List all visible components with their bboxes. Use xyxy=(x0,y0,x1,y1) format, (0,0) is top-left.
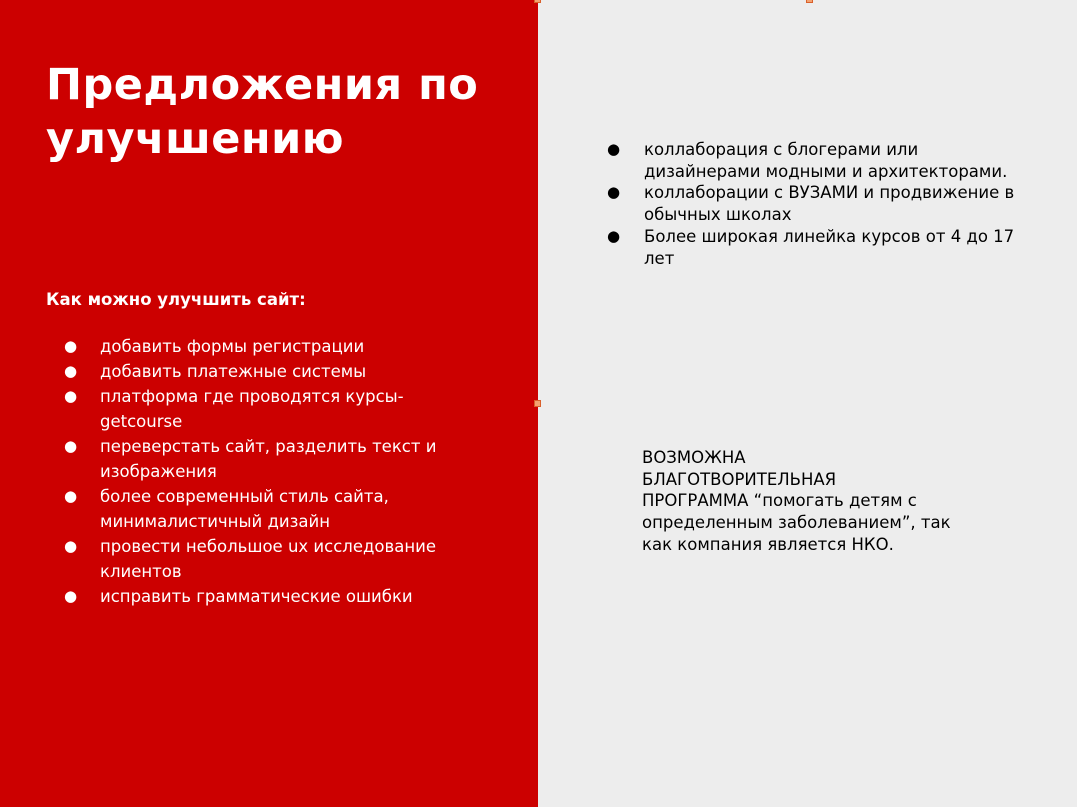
left-bullet-list[interactable] xyxy=(64,334,464,609)
list-item-text: исправить грамматические ошибки xyxy=(100,587,413,606)
bullet-icon: ● xyxy=(64,437,78,455)
list-item xyxy=(607,226,1037,269)
list-item xyxy=(64,534,464,584)
list-item xyxy=(64,359,464,384)
slide-title[interactable]: Предложения по улучшению xyxy=(46,60,479,164)
resize-handle-icon[interactable] xyxy=(534,400,541,407)
bullet-icon: ● xyxy=(64,387,78,405)
subheading[interactable]: Как можно улучшить сайт: xyxy=(46,290,306,309)
charity-note[interactable]: ВОЗМОЖНА БЛАГОТВОРИТЕЛЬНАЯ ПРОГРАММА “помогать детям с определенным заболеванием”, так как компания является НКО. xyxy=(642,448,951,554)
bullet-icon: ● xyxy=(64,487,78,505)
list-item xyxy=(64,334,464,359)
resize-handle-icon[interactable] xyxy=(534,0,541,3)
bullet-icon: ● xyxy=(607,140,621,158)
list-item xyxy=(64,434,464,484)
list-item-text: переверстать сайт, разделить текст и изображения xyxy=(100,437,437,481)
bullet-icon: ● xyxy=(64,537,78,555)
bullet-icon: ● xyxy=(607,183,621,202)
list-item xyxy=(607,182,1037,225)
list-item xyxy=(64,484,464,534)
list-item-text: платформа где проводятся курсы- getcourse xyxy=(100,387,404,431)
bullet-icon: ● xyxy=(607,226,621,245)
bullet-icon: ● xyxy=(64,362,78,380)
list-item xyxy=(64,384,464,434)
list-item-text: коллаборация с блогерами или дизайнерами модными и архитекторами. xyxy=(644,140,1008,181)
list-item-text: более современный стиль сайта, минималистичный дизайн xyxy=(100,487,389,531)
bullet-icon: ● xyxy=(64,337,78,355)
left-panel xyxy=(0,0,538,807)
list-item xyxy=(607,139,1037,182)
list-item-text: провести небольшое ux исследование клиентов xyxy=(100,537,436,581)
list-item-text: добавить платежные системы xyxy=(100,362,367,381)
list-item-text: коллаборации с ВУЗАМИ и продвижение в обычных школах xyxy=(644,183,1015,225)
list-item-text: добавить формы регистрации xyxy=(100,337,365,356)
bullet-icon: ● xyxy=(64,587,78,605)
list-item-text: Более широкая линейка курсов от 4 до 17 лет xyxy=(644,226,1015,268)
list-item xyxy=(64,584,464,609)
resize-handle-icon[interactable] xyxy=(806,0,813,3)
right-bullet-list[interactable] xyxy=(607,139,1037,269)
